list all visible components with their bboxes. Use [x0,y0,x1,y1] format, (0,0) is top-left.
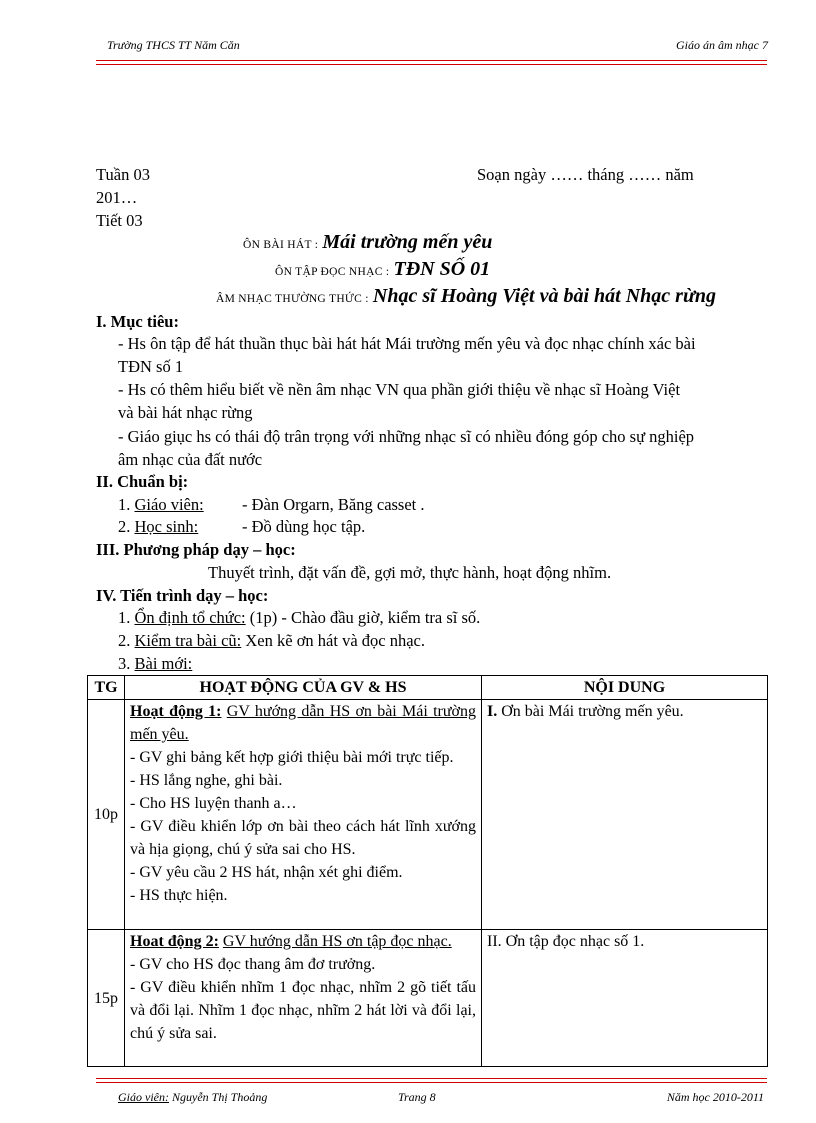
footer-teacher [118,1090,267,1105]
prep-student-label: Học sinh: [134,517,199,536]
table-row [88,930,768,1067]
header-content: NỘI DUNG [482,676,768,700]
process-step-3-num: 3. [118,654,131,673]
header-rule-top [96,60,767,61]
title-song-value: Mái trường mến yêu [322,231,493,253]
period-label: Tiết 03 [96,211,143,230]
header-rule-bottom [96,64,767,65]
row2-content: II. Ơn tập đọc nhạc số 1. [482,930,768,1067]
process-step-1-value: (1p) - Chào đầu giờ, kiểm tra sĩ số. [245,608,481,627]
prep-student [118,517,198,537]
section-objectives-heading: I. Mục tiêu: [96,312,179,331]
objective-line-3: - Hs có thêm hiểu biết về nền âm nhạc VN qua phần giới thiệu về nhạc sĩ Hoàng Việt [118,380,681,399]
section-method-heading: III. Phương pháp dạy – học: [96,540,296,559]
prep-teacher-label: Giáo viên: [134,495,204,514]
process-step-2-value: Xen kẽ ơn hát và đọc nhạc. [241,631,426,650]
row1-line-3: - Cho HS luyện thanh a… [130,795,297,812]
section-process-heading: IV. Tiến trình dạy – học: [96,586,269,605]
row1-activity-desc: GV hướng dẫn HS ơn bài Mái trường mến yêu. [130,703,476,743]
table-row [88,700,768,930]
row1-content [482,700,768,930]
title-knowledge-value: Nhạc sĩ Hoàng Việt và bài hát Nhạc rừng [372,285,717,307]
title-knowledge-label: ÂM NHẠC THƯỜNG THỨC : [216,293,369,305]
objective-line-6: âm nhạc của đất nước [118,450,263,469]
footer-rule-top [96,1078,767,1079]
prep-student-num: 2. [118,517,131,536]
week-label: Tuần 03 [96,165,150,184]
process-step-1-label: Ổn định tổ chức: [134,608,246,627]
row1-line-2: - HS lắng nghe, ghi bài. [130,772,283,789]
process-step-2-label: Kiểm tra bài cũ: [134,631,242,650]
row1-time: 10p [88,700,125,930]
row2-activities [125,930,482,1067]
prep-student-value: - Đồ dùng học tập. [242,517,366,536]
row1-line-1: - GV ghi bảng kết hợp giới thiệu bài mới trực tiếp. [130,749,454,766]
prep-date: Soạn ngày …… tháng …… năm [477,165,694,184]
row1-line-5: - GV yêu cầu 2 HS hát, nhận xét ghi điểm. [130,864,403,881]
row2-activity-title: Hoat động 2: [130,933,219,950]
lesson-table [87,675,768,1067]
objective-line-5: - Giáo giục hs có thái độ trân trọng với những nhạc sĩ có nhiều đóng góp cho sự nghiệp [118,427,695,446]
row2-line-2: - GV điều khiển nhĩm 1 đọc nhạc, nhĩm 2 gõ tiết tấu và đổi lại. Nhĩm 1 đọc nhạc, nhĩm 2 hát lời và đổi lại, chú ý sửa sai. [130,979,476,1042]
objective-line-2: TĐN số 1 [118,357,184,376]
footer-page: Trang 8 [398,1090,436,1104]
prep-teacher-value: - Đàn Orgarn, Băng casset . [242,495,425,514]
row1-line-4: - GV điều khiển lớp ơn bài theo cách hát lĩnh xướng và hịa giọng, chú ý sửa sai cho HS. [130,818,476,858]
row1-line-6: - HS thực hiện. [130,887,228,904]
row2-activity-desc: GV hướng dẫn HS ơn tập đọc nhạc. [222,933,452,950]
header-tg: TG [88,676,125,700]
prep-teacher [118,495,204,515]
row2-time: 15p [88,930,125,1067]
footer-teacher-name: Nguyễn Thị Thoảng [168,1090,268,1104]
header-activities: HOẠT ĐỘNG CỦA GV & HS [125,676,482,700]
title-song [243,231,492,254]
row1-content-text: Ơn bài Mái trường mến yêu. [501,703,684,720]
footer-teacher-label: Giáo viên: [118,1090,169,1104]
header-school: Trường THCS TT Năm Căn [107,38,240,52]
header-subject: Giáo án âm nhạc 7 [676,38,768,52]
prep-teacher-num: 1. [118,495,131,514]
title-reading-label: ÔN TẬP ĐỌC NHẠC : [275,266,390,278]
process-step-1-num: 1. [118,608,131,627]
process-step-3 [118,654,192,674]
process-step-2-num: 2. [118,631,131,650]
title-song-label: ÔN BÀI HÁT : [243,239,319,251]
title-reading [275,258,490,281]
method-text: Thuyết trình, đặt vấn đề, gợi mở, thực hành, hoạt động nhĩm. [208,563,612,582]
year-label: 201… [96,188,138,207]
row1-activity-title: Hoạt động 1: [130,703,222,720]
objective-line-4: và bài hát nhạc rừng [118,403,253,422]
footer-rule-bottom [96,1082,767,1083]
title-knowledge [216,285,716,308]
row1-content-num: I. [487,703,498,720]
row1-activities [125,700,482,930]
process-step-1 [118,608,480,628]
title-reading-value: TĐN SỐ 01 [393,258,491,280]
process-step-2 [118,631,425,651]
section-preparation-heading: II. Chuẩn bị: [96,472,189,491]
table-header-row [88,676,768,700]
process-step-3-label: Bài mới: [134,654,193,673]
objective-line-1: - Hs ôn tập để hát thuần thục bài hát hát Mái trường mến yêu và đọc nhạc chính xác bài [118,334,696,353]
footer-school-year: Năm học 2010-2011 [666,1090,764,1104]
row2-line-1: - GV cho HS đọc thang âm đơ trưởng. [130,956,376,973]
